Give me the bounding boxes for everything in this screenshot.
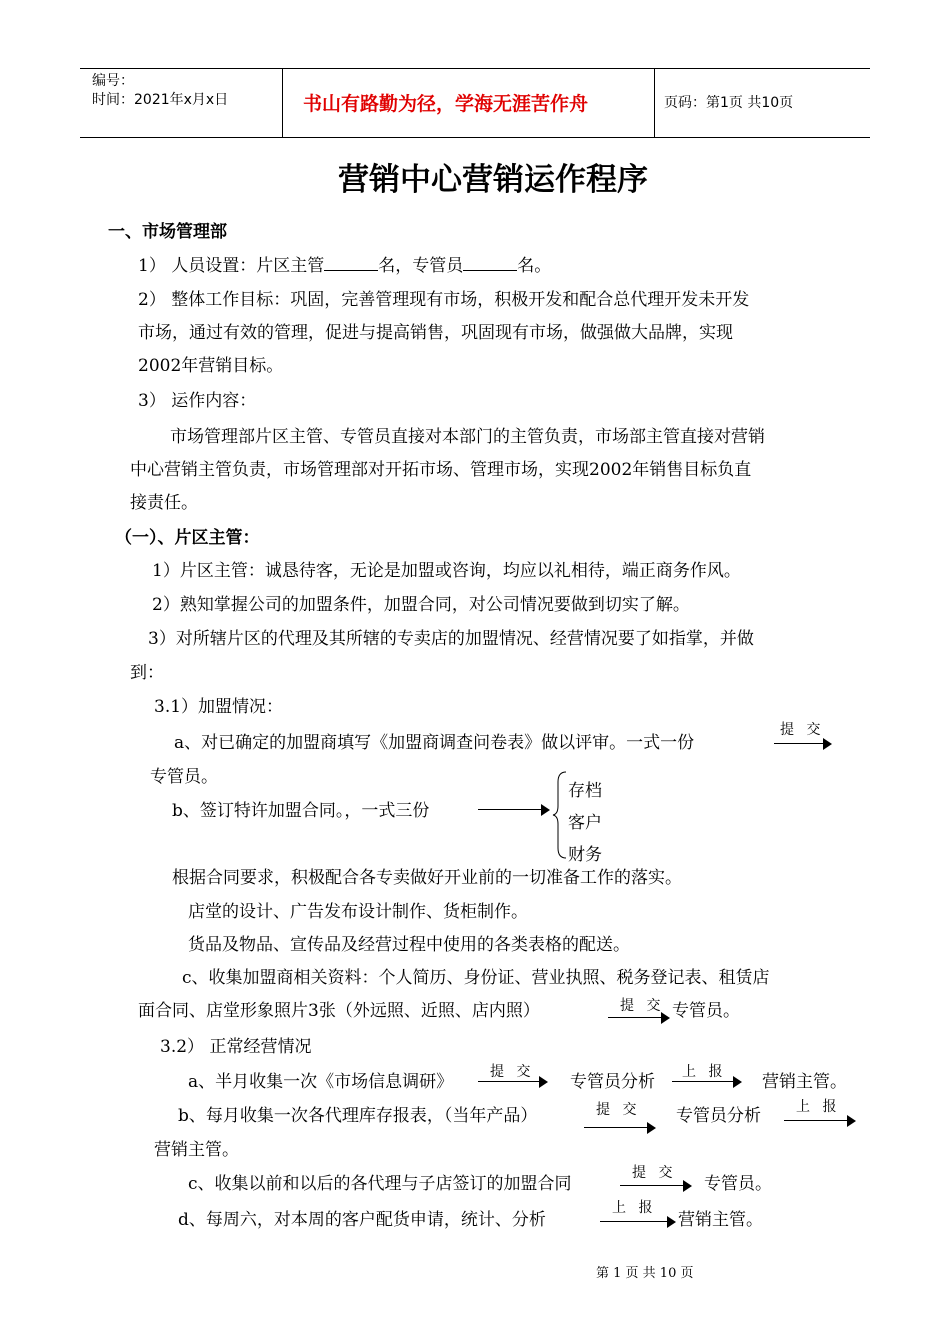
item-2-line3: 2002年营销目标。 <box>138 356 284 376</box>
arrow-right-icon <box>620 1180 692 1192</box>
arrow-right-icon <box>608 1012 670 1024</box>
item-3: 3） 运作内容： <box>138 391 257 411</box>
para-line3: 接责任。 <box>130 493 198 513</box>
arrow-label: 上 报 <box>682 1064 727 1080</box>
arrow-right-icon <box>478 804 550 816</box>
arrow-right-icon <box>600 1216 676 1228</box>
report-d-end: 营销主管。 <box>678 1210 763 1230</box>
para-line2: 中心营销主管负责，市场管理部对开拓市场、管理市场，实现2002年销售目标负直 <box>130 460 752 480</box>
item-c-line2: 面合同、店堂形象照片3张（外远照、近照、店内照） <box>138 1001 540 1021</box>
contract-line: 根据合同要求，积极配合各专卖做好开业前的一切准备工作的落实。 <box>172 868 682 888</box>
b-target-finance: 财务 <box>568 845 602 865</box>
page-title: 营销中心营销运作程序 <box>338 162 648 198</box>
arrow-right-icon <box>774 738 832 750</box>
report-b: b、每月收集一次各代理库存报表，（当年产品） <box>178 1106 538 1126</box>
arrow-label: 提 交 <box>780 722 825 738</box>
sub-p2: 2）熟知掌握公司的加盟条件，加盟合同，对公司情况要做到切实了解。 <box>152 595 690 615</box>
item-1 <box>138 254 551 277</box>
section-heading: 一、市场管理部 <box>108 222 227 242</box>
item-a-line1: a、对已确定的加盟商填写《加盟商调查问卷表》做以评审。一式一份 <box>174 733 695 753</box>
brace-icon <box>552 770 568 860</box>
item-c-end: 专管员。 <box>672 1001 740 1021</box>
arrow-label: 提 交 <box>490 1064 535 1080</box>
arrow-label: 上 报 <box>796 1099 841 1115</box>
arrow-right-icon <box>784 1115 856 1127</box>
arrow-right-icon <box>672 1076 742 1088</box>
header-divider <box>282 69 283 137</box>
item-2-line1: 2） 整体工作目标：巩固，完善管理现有市场，积极开发和配合总代理开发未开发 <box>138 290 750 310</box>
header-divider <box>654 69 655 137</box>
design-line: 店堂的设计、广告发布设计制作、货柜制作。 <box>188 902 528 922</box>
item-2-line2: 市场，通过有效的管理，促进与提高销售，巩固现有市场，做强做大品牌，实现 <box>138 323 733 343</box>
subsection-heading: （一）、片区主管： <box>115 528 260 548</box>
blank-field <box>324 254 378 271</box>
sub-p3-line2: 到： <box>130 663 164 683</box>
arrow-right-icon <box>584 1122 656 1134</box>
item-1-prefix: 1） 人员设置：片区主管 <box>138 256 325 276</box>
arrow-label: 上 报 <box>612 1200 657 1216</box>
arrow-label: 提 交 <box>632 1165 677 1181</box>
para-line1: 市场管理部片区主管、专管员直接对本部门的主管负责，市场部主管直接对营销 <box>170 427 765 447</box>
report-c: c、收集以前和以后的各代理与子店签订的加盟合同 <box>188 1174 572 1194</box>
item-a-line2: 专管员。 <box>150 767 218 787</box>
report-a: a、半月收集一次《市场信息调研》 <box>188 1072 454 1092</box>
arrow-label: 提 交 <box>620 998 665 1014</box>
sub-3-2: 3.2） 正常经营情况 <box>160 1037 312 1057</box>
report-b-end: 营销主管。 <box>154 1140 239 1160</box>
item-1-mid: 名，专管员 <box>378 256 464 276</box>
arrow-label: 提 交 <box>596 1102 641 1118</box>
report-a-mid: 专管员分析 <box>570 1072 655 1092</box>
sub-p3-line1: 3）对所辖片区的代理及其所辖的专卖店的加盟情况、经营情况要了如指掌，并做 <box>148 629 754 649</box>
header-motto: 书山有路勤为径，学海无涯苦作舟 <box>303 93 589 115</box>
goods-line: 货品及物品、宣传品及经营过程中使用的各类表格的配送。 <box>188 935 630 955</box>
report-a-end: 营销主管。 <box>762 1072 847 1092</box>
blank-field <box>463 254 517 271</box>
item-c-line1: c、收集加盟商相关资料：个人简历、身份证、营业执照、税务登记表、租赁店 <box>182 968 770 988</box>
report-d: d、每周六，对本周的客户配货申请，统计、分析 <box>178 1210 546 1230</box>
report-c-end: 专管员。 <box>704 1174 772 1194</box>
sub-3-1: 3.1）加盟情况： <box>154 697 284 717</box>
header-number-label: 编号： <box>92 73 134 89</box>
b-target-archive: 存档 <box>568 781 602 801</box>
report-b-mid: 专管员分析 <box>676 1106 761 1126</box>
footer-page-number: 第 1 页 共 10 页 <box>596 1266 694 1281</box>
sub-p1: 1）片区主管：诚恳待客，无论是加盟或咨询，均应以礼相待，端正商务作风。 <box>152 561 741 581</box>
arrow-right-icon <box>478 1076 548 1088</box>
item-1-suffix: 名。 <box>517 256 552 276</box>
header-page-code: 页码：第1页 共10页 <box>664 95 794 111</box>
b-target-customer: 客户 <box>568 813 602 833</box>
header-time-label: 时间：2021年x月x日 <box>92 92 229 108</box>
item-b-line: b、签订特许加盟合同。，一式三份 <box>172 801 430 821</box>
